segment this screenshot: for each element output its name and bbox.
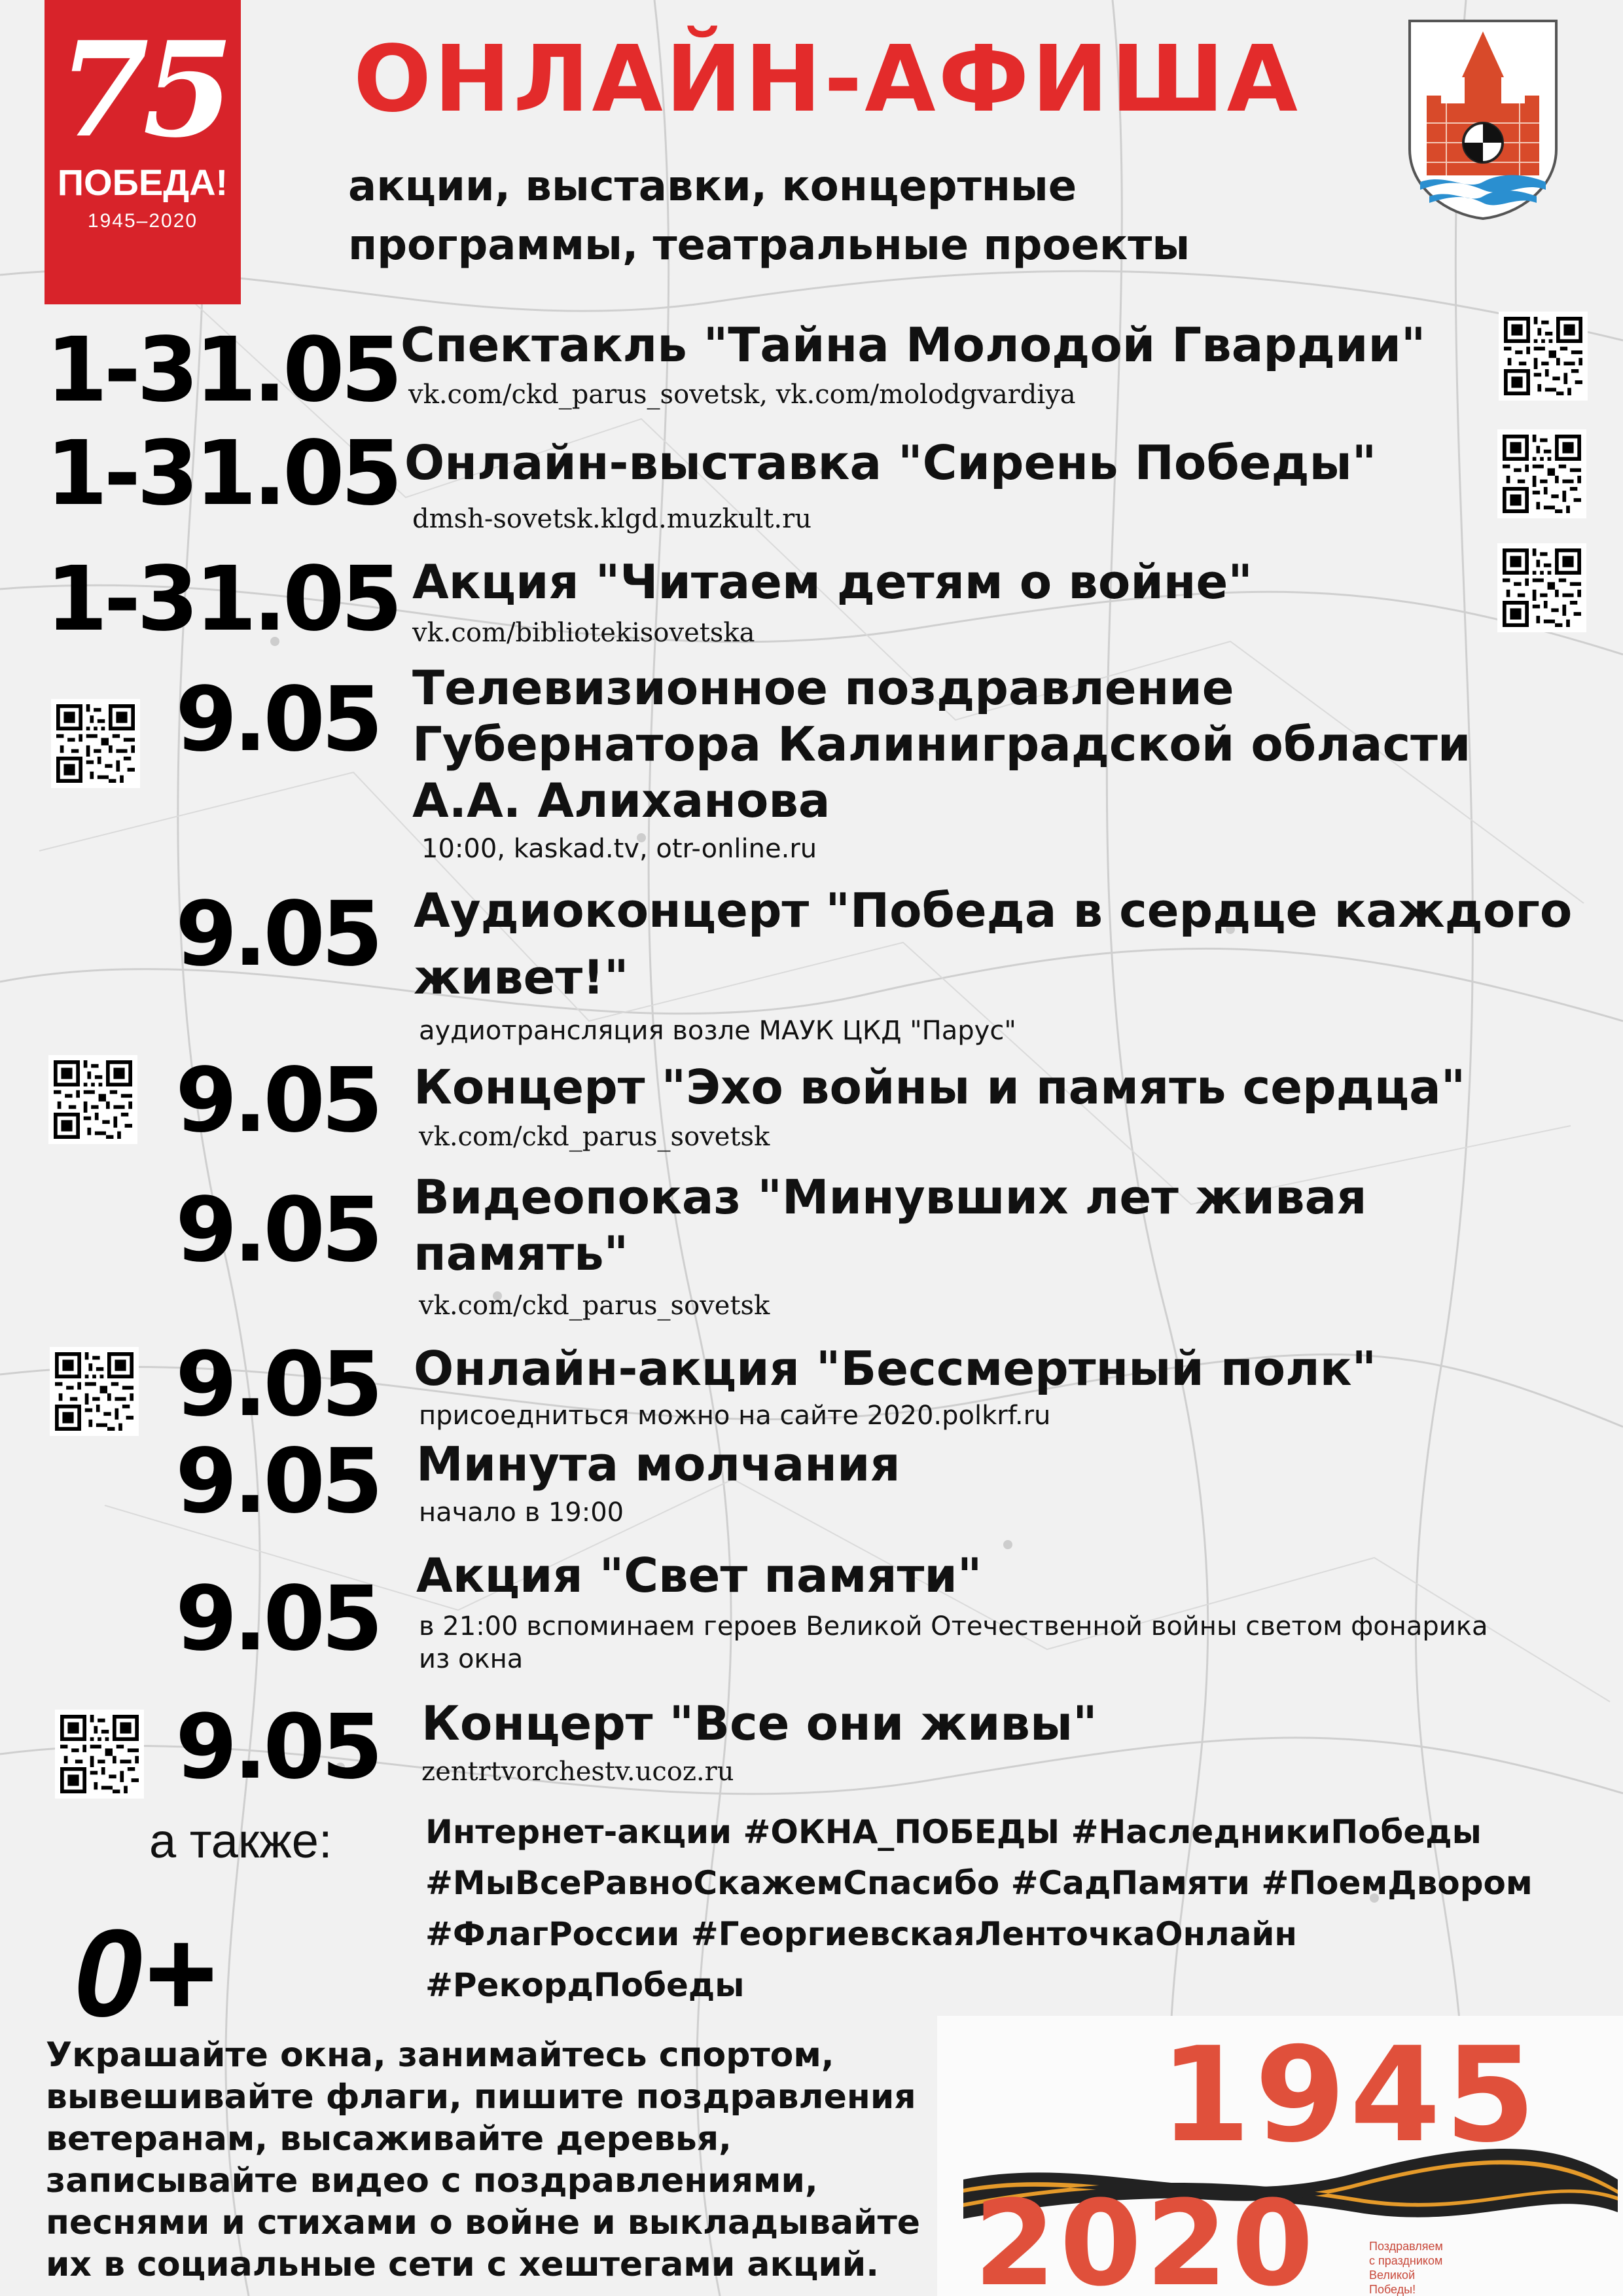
event-date: 1-31.05 bbox=[46, 548, 399, 651]
event-date: 1-31.05 bbox=[46, 319, 399, 422]
also-label: а также: bbox=[149, 1814, 332, 1868]
qr-code-icon[interactable] bbox=[51, 699, 140, 788]
emblem-year-top: 1945 bbox=[1160, 2019, 1540, 2172]
logo-number: 75 bbox=[58, 13, 228, 167]
event-link[interactable]: vk.com/ckd_parus_sovetsk bbox=[419, 1291, 770, 1321]
event-note: аудиотрансляция возле МАУК ЦКД "Парус" bbox=[419, 1016, 1016, 1046]
page-title: ОНЛАЙН-АФИША bbox=[353, 26, 1300, 133]
event-date: 9.05 bbox=[175, 1333, 380, 1437]
event-title: Минута молчания bbox=[416, 1437, 901, 1492]
event-note: начало в 19:00 bbox=[419, 1498, 624, 1528]
qr-code-icon[interactable] bbox=[55, 1710, 144, 1799]
event-date: 9.05 bbox=[175, 1696, 380, 1799]
victory-1945-2020-emblem bbox=[937, 2016, 1623, 2296]
svg-text:с праздником: с праздником bbox=[1369, 2254, 1443, 2267]
event-link[interactable]: dmsh-sovetsk.klgd.muzkult.ru bbox=[412, 504, 812, 534]
event-note: присоедниться можно на сайте 2020.polkrf.ru bbox=[419, 1401, 1051, 1431]
hashtags: Интернет-акции #ОКНА_ПОБЕДЫ #НаследникиПобеды #МыВсеРавноСкажемСпасибо #СадПамяти #ПоемДвором #ФлагРоссии #ГеоргиевскаяЛенточкаОнлайн #РекордПобеды bbox=[425, 1813, 1533, 2004]
svg-text:Великой: Великой bbox=[1369, 2269, 1416, 2282]
svg-text:Победы!: Победы! bbox=[1369, 2283, 1416, 2296]
page-subtitle: акции, выставки, концертные программы, театральные проекты bbox=[348, 162, 1190, 270]
qr-code-icon[interactable] bbox=[48, 1055, 137, 1144]
event-note: в 21:00 вспоминаем героев Великой Отечественной войны светом фонарика из окна bbox=[419, 1611, 1488, 1674]
event-title: Концерт "Все они живы" bbox=[421, 1696, 1097, 1751]
event-date: 9.05 bbox=[175, 1430, 380, 1534]
event-date: 9.05 bbox=[175, 668, 380, 772]
qr-code-icon[interactable] bbox=[50, 1347, 139, 1436]
event-link[interactable]: vk.com/ckd_parus_sovetsk bbox=[419, 1122, 770, 1152]
event-title: Телевизионное поздравление Губернатора Калиниградской области А.А. Алиханова bbox=[412, 660, 1471, 828]
victory-75-logo bbox=[45, 0, 241, 304]
city-coat-of-arms-icon bbox=[1407, 18, 1559, 221]
footer-text: Украшайте окна, занимайтесь спортом, вывешивайте флаги, пишите поздравления ветеранам, высаживайте деревья, записывайте видео с поздравлениями, песнями и стихами о войне и выкладывайте их в социальные сети с хештегами акций. bbox=[46, 2036, 920, 2284]
event-title: Онлайн-акция "Бессмертный полк" bbox=[414, 1341, 1377, 1396]
event-link[interactable]: 10:00, kaskad.tv, otr-online.ru bbox=[421, 834, 817, 864]
event-title: Спектакль "Тайна Молодой Гвардии" bbox=[401, 317, 1426, 372]
logo-word: ПОБЕДА! bbox=[57, 162, 228, 203]
event-link[interactable]: vk.com/ckd_parus_sovetsk, vk.com/molodgvardiya bbox=[408, 380, 1076, 410]
event-title: Акция "Свет памяти" bbox=[416, 1548, 982, 1603]
event-date: 9.05 bbox=[175, 1049, 380, 1153]
qr-code-icon[interactable] bbox=[1497, 543, 1586, 632]
event-title: Видеопоказ "Минувших лет живая память" bbox=[414, 1170, 1367, 1281]
emblem-year-bottom: 2020 bbox=[974, 2176, 1317, 2296]
event-link[interactable]: zentrtvorchestv.ucoz.ru bbox=[421, 1757, 734, 1787]
age-rating: 0+ bbox=[73, 1904, 215, 2043]
qr-code-icon[interactable] bbox=[1499, 312, 1588, 401]
event-title: Концерт "Эхо войны и память сердца" bbox=[414, 1060, 1466, 1115]
event-title: Онлайн-выставка "Сирень Победы" bbox=[404, 435, 1377, 490]
event-date: 9.05 bbox=[175, 1568, 380, 1671]
qr-code-icon[interactable] bbox=[1497, 429, 1586, 518]
event-link[interactable]: vk.com/bibliotekisovetska bbox=[412, 618, 755, 648]
svg-text:Поздравляем: Поздравляем bbox=[1369, 2240, 1443, 2253]
event-title: Акция "Читаем детям о войне" bbox=[412, 554, 1253, 609]
event-date: 9.05 bbox=[175, 1179, 380, 1282]
logo-years: 1945–2020 bbox=[87, 210, 198, 232]
event-date: 1-31.05 bbox=[46, 422, 399, 526]
event-title: Аудиоконцерт "Победа в сердце каждого живет!" bbox=[414, 883, 1573, 1005]
event-date: 9.05 bbox=[175, 883, 380, 986]
